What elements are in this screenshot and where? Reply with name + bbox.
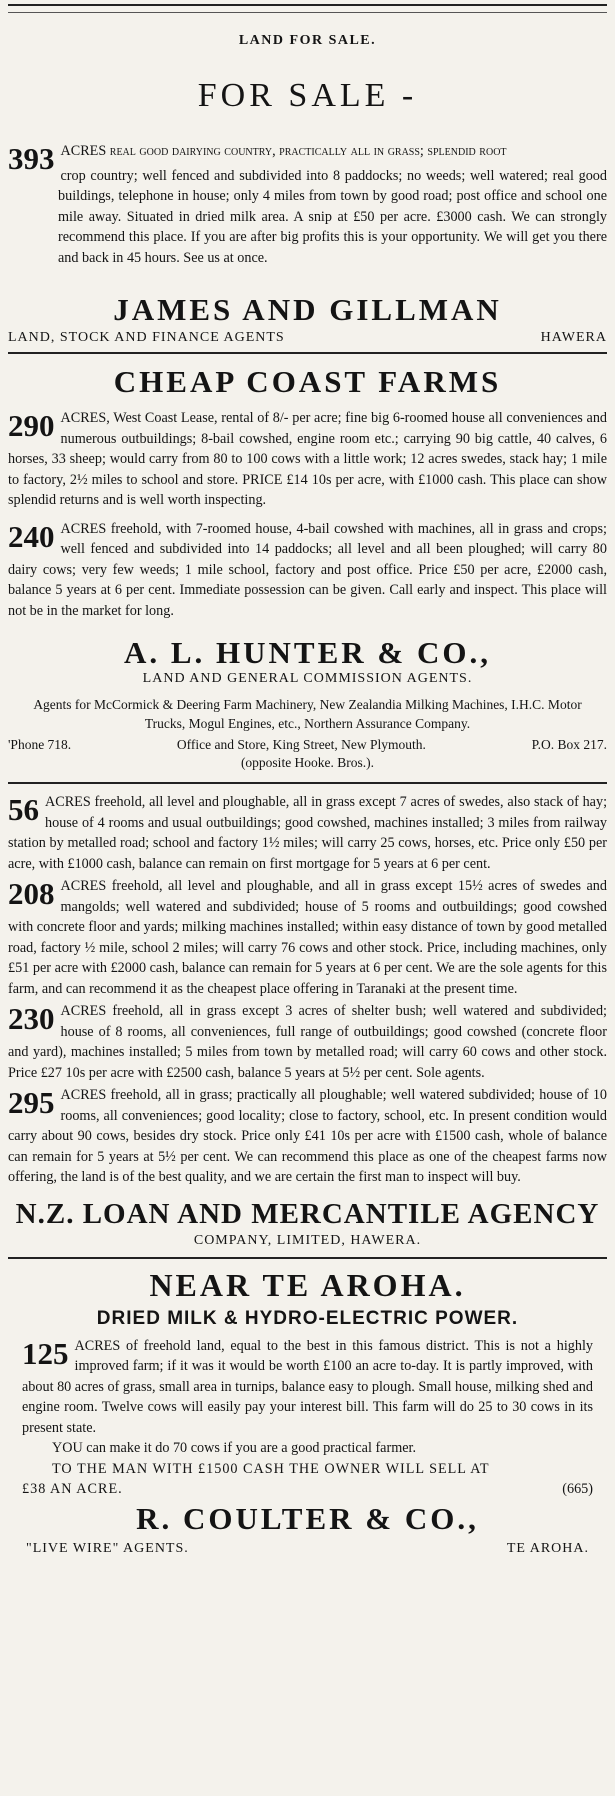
listing-lead: ACRES, West Coast Lease, rental of 8/- per acre; fine big 6-roomed house <box>60 410 485 426</box>
section-heading: LAND FOR SALE. <box>238 33 377 48</box>
ad4-subhead: DRIED MILK & HYDRO-ELECTRIC POWER. <box>96 1307 519 1329</box>
top-rule <box>8 4 607 13</box>
listing-number: 240 <box>8 518 55 554</box>
listing-number: 295 <box>8 1085 55 1120</box>
ad2-pobox: P.O. Box 217. <box>531 737 607 752</box>
ad1-listing <box>8 141 607 268</box>
listing-body: and subdivided; house of 8 rooms, all conveniences, full range of outbuildings; good cowshed (concrete floor and yard), machines installed; 5 miles from town by metalled road; will carry 60 cows and other stock. Price £27 10s per acre with £2500 cash, balance 5 years at 5½ per cent. Sole agents. <box>8 1003 607 1081</box>
listing-body: subdivided; house of 10 rooms, all conveniences; good locality; close to factory, school, etc. In present condition would carry about 90 cows, besides dry stock. Price only £41 10s per acre with £1500 cash, whole of balance can remain for 5 years at 5½ per cent. We can recommend this place as one of the cheapest farms now offering, the land is of the best quality, and we are certain the first man to inspect will buy. <box>8 1087 608 1185</box>
listing-body: of swedes and mangolds; well watered and subdivided; house of 5 rooms and outbuildings; good cowshed with concrete floor and yards; milking machines installed; within easy distance of town by good metalled road, factory ½ mile, school 2 miles; will carry 76 cows and other stock. Price, including machines, only £51 per acre with £2000 cash, balance can remain for 5 years at 6 per cent. We are the sole agents for this farm, and can recommend it as the cheapest place offering in Taranaki at the present time. <box>8 878 607 997</box>
ad2-agent-lines: Agents for McCormick & Deering Farm Machinery, New Zealandia Milking Machines, I.H.C. Motor Trucks, Mogul Engines, etc., Northern Assurance Company. <box>33 697 582 731</box>
listing-lead: ACRES freehold, all in grass except 3 acres of shelter bush; well watered <box>60 1003 509 1019</box>
listing-lead: ACRES freehold, all level and ploughable, all in grass except 7 acres of <box>45 794 456 810</box>
listing-lead: ACRES freehold, all in grass; practically all ploughable; well watered <box>60 1087 465 1103</box>
listing-lead: ACRES freehold, all level and ploughable, and all in grass except 15½ acres <box>60 878 518 894</box>
listing-body: swedes, also stack of hay; house of 4 rooms and usual outbuildings; good cowshed, machines installed; 3 miles from railway station by metalled road; school and factory 1½ miles; will carry 25 cows, horses, etc. Price only £50 per acre, with £1000 cash, balance can remain on first mortgage for 5 years at 6 per cent. <box>8 794 608 872</box>
ad4-headline: NEAR TE AROHA. <box>149 1266 466 1303</box>
divider <box>8 352 607 354</box>
ad1-headline: FOR SALE - <box>197 77 418 114</box>
listing-number: 393 <box>8 141 55 176</box>
listing-body: all conveniences and numerous outbuildings; 8-bail cowshed, engine room etc.; carrying 90 big cattle, 40 calves, 6 horses, 33 sheep; would carry from 80 to 100 cows with a little work; 12 acres swedes, stack hay; 1 mile to factory, 2½ miles to school and store. PRICE £14 10s per acre, with £1000 cash. This place can show splendid returns and is well worth inspecting. <box>8 410 608 508</box>
listing-number: 208 <box>8 876 55 911</box>
listing-number: 125 <box>22 1335 69 1371</box>
listing-lead: ACRES real good dairying country, practically all in grass; splendid root <box>60 143 507 159</box>
listing-lead: ACRES of freehold land, equal to the best in this famous district. <box>74 1337 470 1354</box>
ad2-listing-290 <box>8 408 607 511</box>
ad2-listing-240 <box>8 519 607 622</box>
listing-body: grass and crops; well fenced and subdivided into 14 paddocks; all level and all been ploughed; will carry 80 dairy cows; very few weeds; 1 mile school, factory and post office. Price £50 per acre, £2000 cash, balance 5 years at 6 per cent. Immediate possession can be given. Call early and inspect. This place will not be in the market for long. <box>8 520 607 619</box>
listing-lead: ACRES freehold, with 7-roomed house, 4-bail cowshed with machines, all in <box>60 520 510 537</box>
listing-number: 56 <box>8 792 39 827</box>
ad-james-gillman <box>8 77 607 346</box>
ad2-opposite: (opposite Hooke. Bros.). <box>240 755 375 770</box>
ad4-line-price: £38 AN ACRE. <box>22 1481 123 1497</box>
listing-body: This is not a highly improved farm; if it was it would be worth £100 an acre to-day. It is partly improved, with about 80 acres of grass, small area in turnips, balance easy to plough. Small house, milking shed and engine room. Twelve cows will easily pay your interest bill. This farm will do 25 to 30 cows in its present state. <box>22 1337 594 1436</box>
ad3-agent-desc: COMPANY, LIMITED, HAWERA. <box>193 1232 422 1248</box>
ad4-ref: (665) <box>562 1481 593 1497</box>
ad3-listing-56 <box>8 792 607 874</box>
listing-number: 290 <box>8 408 55 443</box>
ad3-agent-name: N.Z. LOAN AND MERCANTILE AGENCY <box>15 1197 600 1230</box>
ad4-line-you: YOU can make it do 70 cows if you are a good practical farmer. <box>52 1440 417 1456</box>
divider <box>8 782 607 784</box>
ad4-line-owner: TO THE MAN WITH £1500 CASH THE OWNER WILL SELL AT <box>52 1460 490 1477</box>
ad4-agent-town: TE AROHA. <box>506 1541 589 1556</box>
ad-hunter <box>8 364 607 772</box>
listing-body: crop country; well fenced and subdivided into 8 paddocks; no weeds; well watered; real good buildings, telephone in house; only 4 miles from town by good road; post office and school one mile away. Situated in dried milk area. A snip at £50 per acre. £3000 cash. We can strongly recommend this place. If you are after big profits this is your opportunity. We will get you there and back in 45 hours. See us at once. <box>58 167 607 266</box>
ad3-listing-208 <box>8 876 607 999</box>
ad1-agent-name: JAMES AND GILLMAN <box>113 292 502 327</box>
newspaper-page <box>0 4 615 1796</box>
ad-coulter <box>8 1267 607 1558</box>
ad1-agent-desc: LAND, STOCK AND FINANCE AGENTS <box>8 330 285 345</box>
ad2-headline: CHEAP COAST FARMS <box>113 364 502 399</box>
ad3-listing-230 <box>8 1001 607 1083</box>
ad2-office: Office and Store, King Street, New Plymouth. <box>176 737 426 752</box>
divider <box>8 1257 607 1259</box>
listing-number: 230 <box>8 1001 55 1036</box>
ad-nz-loan <box>8 792 607 1249</box>
ad4-listing <box>8 1336 607 1500</box>
ad2-agent-name: A. L. HUNTER & CO., <box>123 635 491 670</box>
ad2-agent-desc: LAND AND GENERAL COMMISSION AGENTS. <box>142 671 473 686</box>
ad3-listing-295 <box>8 1085 607 1188</box>
ad4-agent-name: R. COULTER & CO., <box>136 1501 479 1536</box>
ad1-agent-town: HAWERA <box>540 330 607 345</box>
ad2-phone: 'Phone 718. <box>8 737 72 752</box>
ad4-agent-desc: "LIVE WIRE" AGENTS. <box>26 1541 189 1556</box>
